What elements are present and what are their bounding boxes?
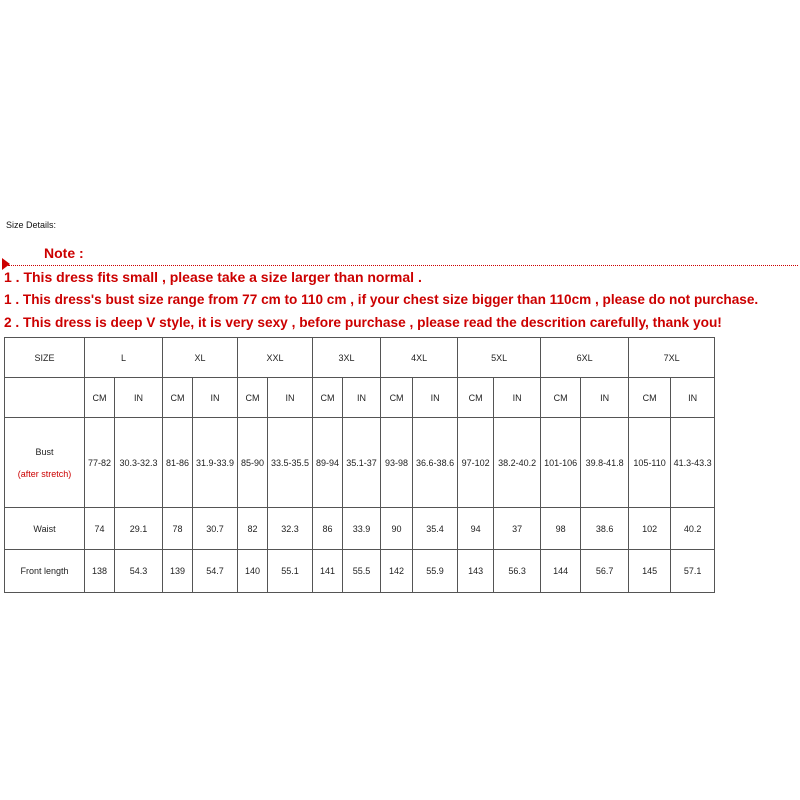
size-label: 4XL <box>381 338 458 378</box>
size-label: 6XL <box>541 338 629 378</box>
bust-sublabel: (after stretch) <box>17 468 72 479</box>
table-cell: 86 <box>313 508 343 550</box>
table-cell: 85-90 <box>238 418 268 508</box>
table-cell: 94 <box>458 508 494 550</box>
waist-label: Waist <box>5 508 85 550</box>
table-cell: 54.7 <box>193 550 238 593</box>
table-cell: 33.5-35.5 <box>268 418 313 508</box>
bust-row <box>5 418 715 508</box>
table-cell: 56.7 <box>581 550 629 593</box>
table-cell: 90 <box>381 508 413 550</box>
size-label: 5XL <box>458 338 541 378</box>
size-header-cell: SIZE <box>5 338 85 378</box>
table-cell: 98 <box>541 508 581 550</box>
unit-cm: CM <box>381 378 413 418</box>
table-cell: 139 <box>163 550 193 593</box>
unit-in: IN <box>581 378 629 418</box>
unit-cm: CM <box>313 378 343 418</box>
empty-cell <box>5 378 85 418</box>
table-cell: 37 <box>494 508 541 550</box>
table-cell: 144 <box>541 550 581 593</box>
table-cell: 30.3-32.3 <box>115 418 163 508</box>
table-cell: 56.3 <box>494 550 541 593</box>
unit-cm: CM <box>85 378 115 418</box>
front-length-row <box>5 550 715 593</box>
table-cell: 78 <box>163 508 193 550</box>
unit-cm: CM <box>629 378 671 418</box>
table-cell: 142 <box>381 550 413 593</box>
table-cell: 97-102 <box>458 418 494 508</box>
dotted-divider <box>8 265 798 266</box>
table-cell: 41.3-43.3 <box>671 418 715 508</box>
unit-cm: CM <box>541 378 581 418</box>
unit-cm: CM <box>163 378 193 418</box>
size-label: 7XL <box>629 338 715 378</box>
size-label: L <box>85 338 163 378</box>
size-label: XXL <box>238 338 313 378</box>
table-cell: 55.5 <box>343 550 381 593</box>
table-cell: 105-110 <box>629 418 671 508</box>
table-cell: 89-94 <box>313 418 343 508</box>
table-cell: 102 <box>629 508 671 550</box>
note-line-1: 1 . This dress fits small , please take a size larger than normal . <box>4 269 422 285</box>
table-cell: 55.9 <box>413 550 458 593</box>
table-cell: 138 <box>85 550 115 593</box>
table-cell: 54.3 <box>115 550 163 593</box>
table-cell: 36.6-38.6 <box>413 418 458 508</box>
note-line-2: 1 . This dress's bust size range from 77 cm to 110 cm , if your chest size bigger than 110cm , please do not purchase. <box>4 292 759 307</box>
table-cell: 140 <box>238 550 268 593</box>
size-label: XL <box>163 338 238 378</box>
note-title: Note : <box>44 245 84 261</box>
size-label: 3XL <box>313 338 381 378</box>
table-cell: 77-82 <box>85 418 115 508</box>
size-header-row <box>5 338 715 378</box>
unit-in: IN <box>671 378 715 418</box>
table-cell: 30.7 <box>193 508 238 550</box>
table-cell: 82 <box>238 508 268 550</box>
table-cell: 74 <box>85 508 115 550</box>
table-cell: 35.4 <box>413 508 458 550</box>
table-cell: 143 <box>458 550 494 593</box>
table-cell: 38.6 <box>581 508 629 550</box>
table-cell: 33.9 <box>343 508 381 550</box>
unit-cm: CM <box>458 378 494 418</box>
table-cell: 93-98 <box>381 418 413 508</box>
unit-in: IN <box>343 378 381 418</box>
size-chart-table <box>4 337 715 593</box>
note-line-3: 2 . This dress is deep V style, it is very sexy , before purchase , please read the descrition carefully, thank you! <box>4 315 722 330</box>
table-cell: 39.8-41.8 <box>581 418 629 508</box>
bust-label: Bust <box>35 446 54 457</box>
table-cell: 38.2-40.2 <box>494 418 541 508</box>
unit-cm: CM <box>238 378 268 418</box>
unit-in: IN <box>115 378 163 418</box>
table-cell: 31.9-33.9 <box>193 418 238 508</box>
waist-row <box>5 508 715 550</box>
unit-in: IN <box>268 378 313 418</box>
table-cell: 101-106 <box>541 418 581 508</box>
bust-label-cell <box>5 418 85 508</box>
table-cell: 40.2 <box>671 508 715 550</box>
table-cell: 81-86 <box>163 418 193 508</box>
unit-row <box>5 378 715 418</box>
table-cell: 32.3 <box>268 508 313 550</box>
table-cell: 145 <box>629 550 671 593</box>
front-length-label: Front length <box>5 550 85 593</box>
table-cell: 55.1 <box>268 550 313 593</box>
unit-in: IN <box>193 378 238 418</box>
table-cell: 141 <box>313 550 343 593</box>
size-details-label: Size Details: <box>6 220 57 230</box>
unit-in: IN <box>494 378 541 418</box>
unit-in: IN <box>413 378 458 418</box>
table-cell: 57.1 <box>671 550 715 593</box>
table-cell: 29.1 <box>115 508 163 550</box>
table-cell: 35.1-37 <box>343 418 381 508</box>
